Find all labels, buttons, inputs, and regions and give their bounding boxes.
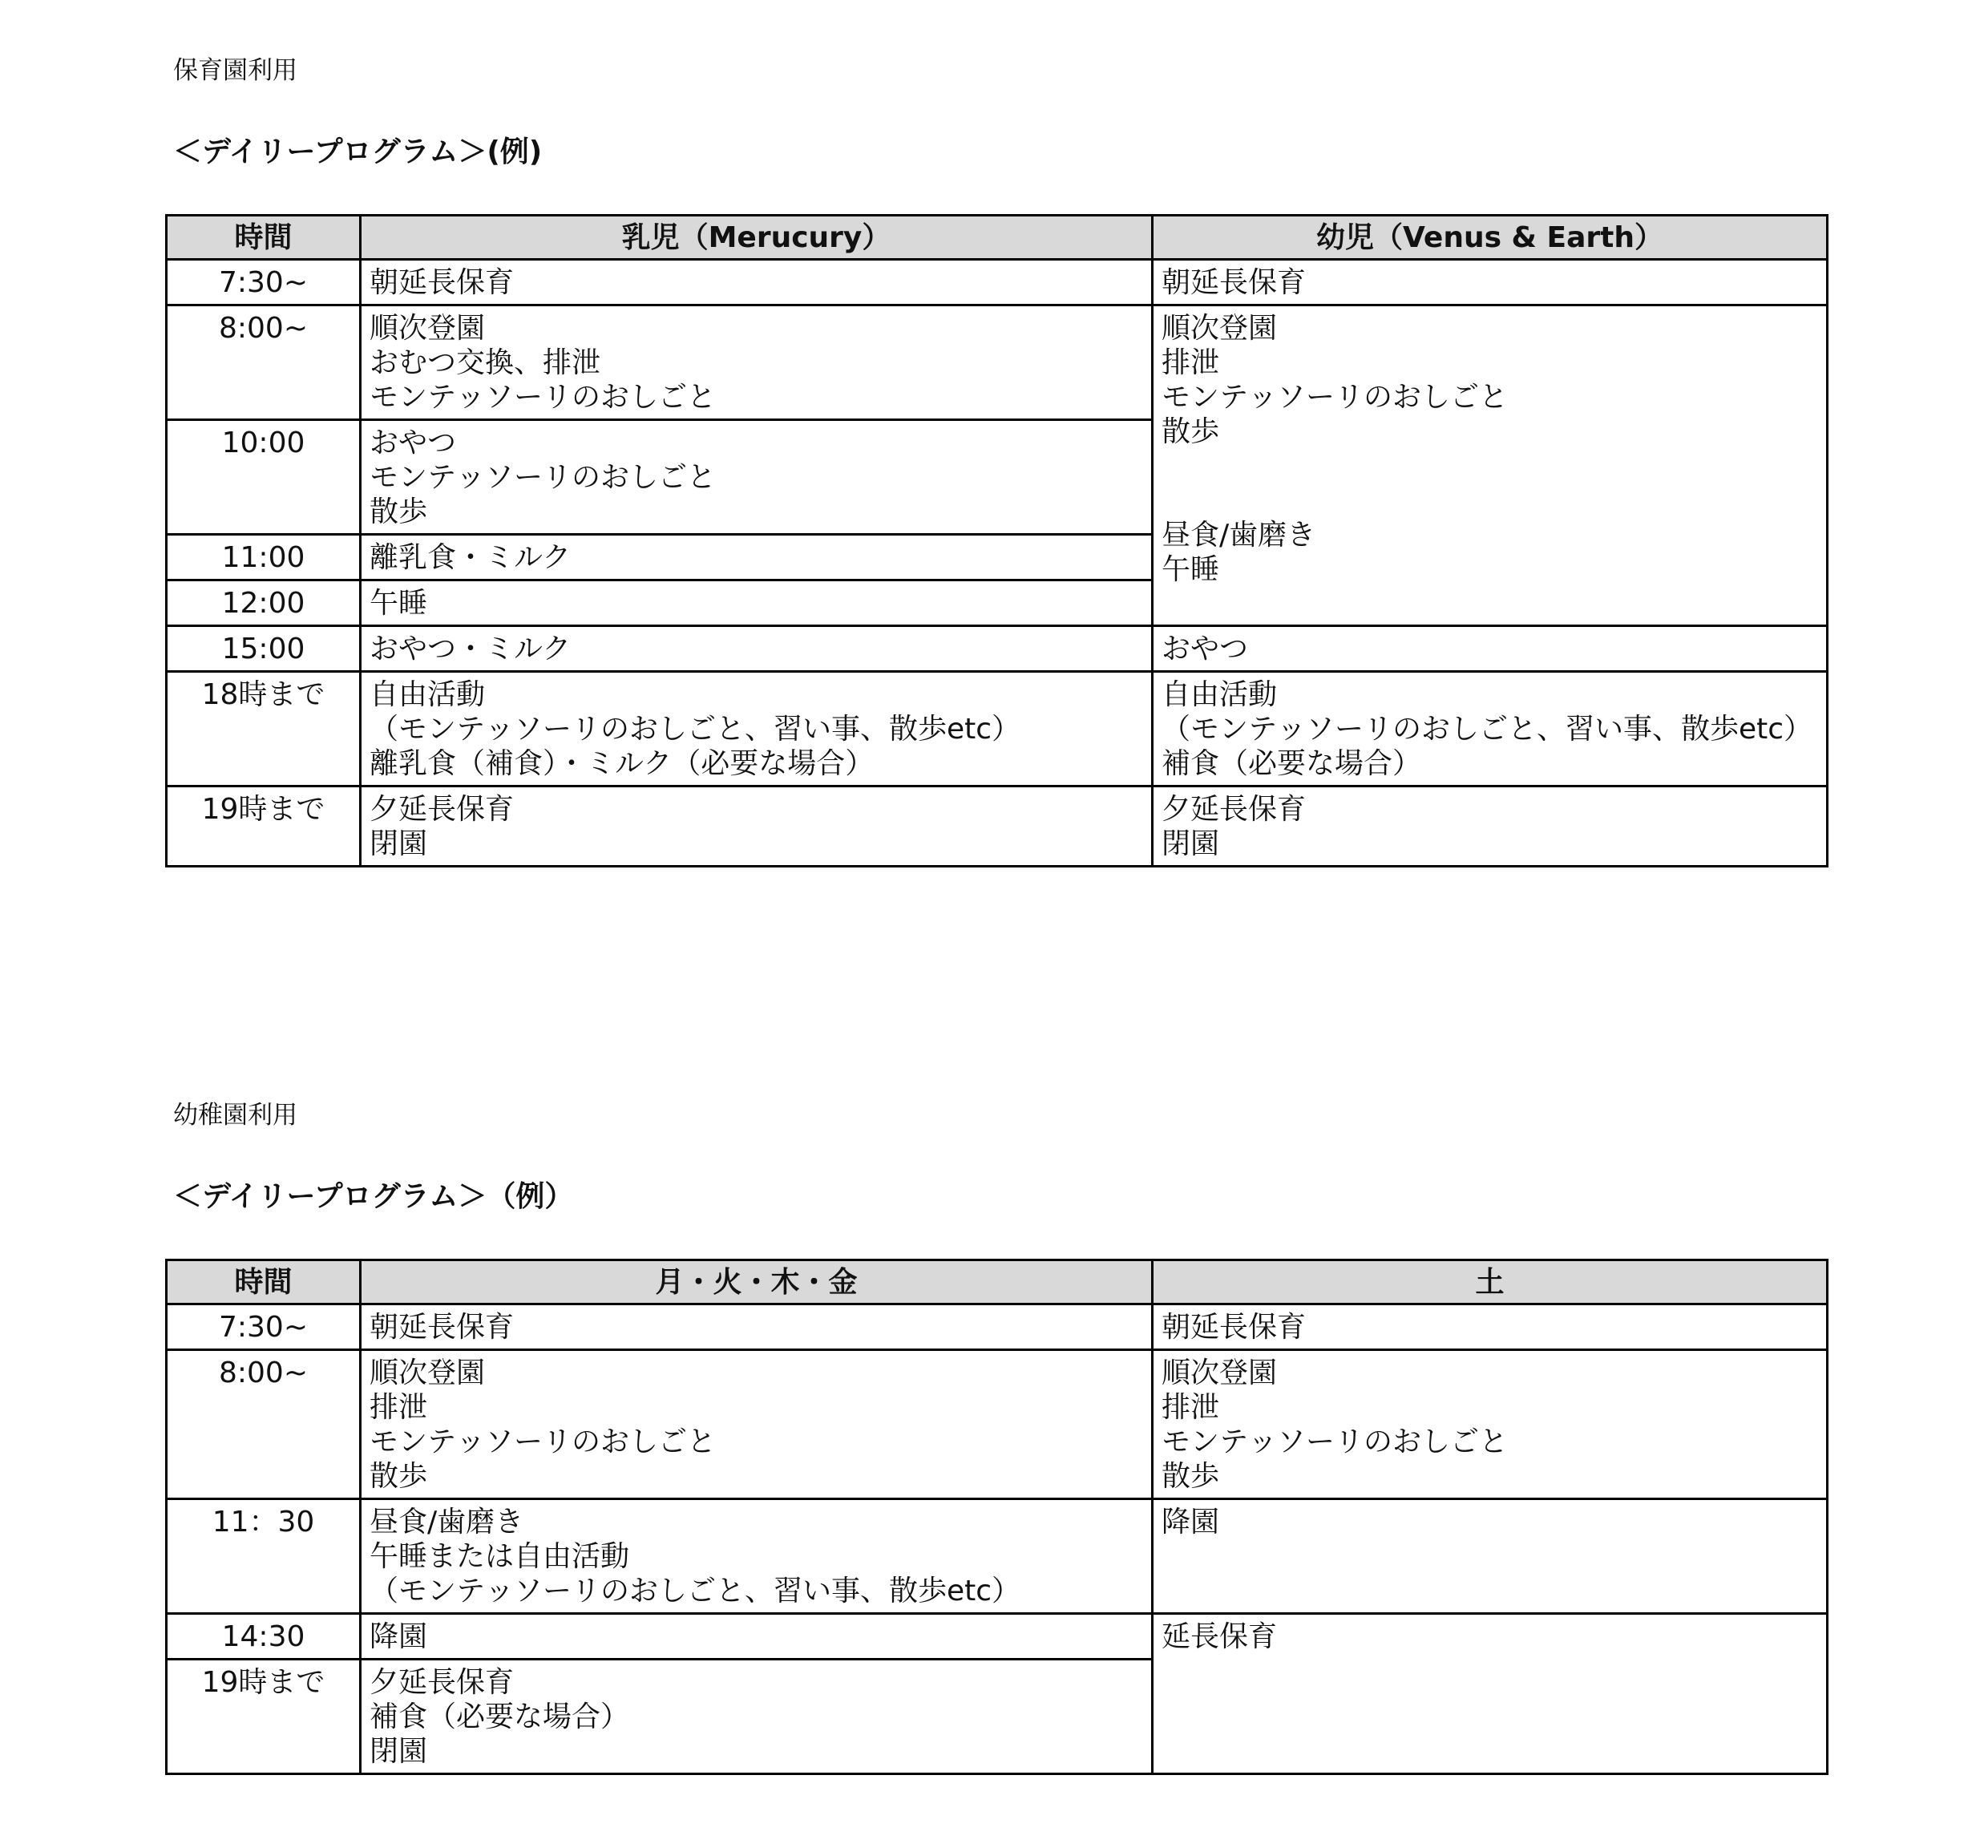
table-row [167,1350,1828,1499]
time-cell: 14:30 [167,1614,361,1660]
activity-line: 閉園 [370,827,428,860]
activity-line: 自由活動 [1162,678,1278,711]
toddler-cell [1153,305,1828,626]
activity-line: 自由活動 [370,678,486,711]
activity-line: 午睡 [1162,553,1220,586]
infant-cell [361,787,1153,867]
activity-line: 閉園 [370,1735,428,1768]
time-cell: 12:00 [167,580,361,626]
toddler-cell [1153,672,1828,787]
toddler-cell [1153,626,1828,672]
activity-line: 降園 [370,1620,428,1653]
activity-line: モンテッソーリのおしごと [370,1425,717,1458]
activity-line: 散歩 [370,1460,428,1493]
activity-line: 補食（必要な場合） [370,1700,630,1733]
activity-line: 朝延長保育 [1162,1311,1307,1344]
activity-line: 補食（必要な場合） [1162,747,1422,780]
kindergarten-section-label: 幼稚園利用 [173,1101,297,1130]
saturday-cell [1153,1614,1828,1774]
toddler-column-header: 幼児（Venus & Earth） [1153,216,1828,260]
activity-line: 順次登園 [1162,312,1278,345]
activity-line: 朝延長保育 [370,1311,515,1344]
activity-line: 昼食/歯磨き [370,1506,524,1539]
weekday-cell [361,1660,1153,1774]
activity-line: 朝延長保育 [1162,266,1307,299]
activity-line: おやつ [370,427,457,459]
activity-line: 順次登園 [1162,1357,1278,1389]
activity-line: 離乳食（補食）・ミルク（必要な場合） [370,747,875,780]
time-cell: 10:00 [167,420,361,535]
weekday-cell [361,1304,1153,1350]
infant-cell [361,305,1153,420]
weekday-column-header: 月・火・木・金 [361,1260,1153,1304]
time-cell: 18時まで [167,672,361,787]
toddler-cell [1153,787,1828,867]
activity-line: 順次登園 [370,1357,486,1389]
infant-cell [361,535,1153,580]
weekday-cell [361,1499,1153,1614]
infant-cell [361,626,1153,672]
weekday-cell [361,1350,1153,1499]
activity-line: 排泄 [370,1391,428,1424]
time-cell: 8:00~ [167,1350,361,1499]
activity-line: 閉園 [1162,827,1220,860]
activity-line: おむつ交換、排泄 [370,346,601,379]
saturday-cell [1153,1350,1828,1499]
table-header-row [167,216,1828,260]
activity-line: 排泄 [1162,346,1220,379]
time-column-header: 時間 [167,1260,361,1304]
activity-line: モンテッソーリのおしごと [370,381,717,414]
activity-line: 夕延長保育 [1162,793,1307,826]
kindergarten-schedule-table [165,1259,1828,1775]
table-header-row [167,1260,1828,1304]
infant-cell [361,580,1153,626]
activity-line: 排泄 [1162,1391,1220,1424]
activity-line: （モンテッソーリのおしごと、習い事、散歩etc） [370,1575,1021,1607]
activity-line: 散歩 [1162,1460,1220,1493]
time-cell: 11:00 [167,535,361,580]
time-cell: 7:30~ [167,260,361,305]
activity-line: 夕延長保育 [370,793,515,826]
table-row [167,626,1828,672]
activity-line: 降園 [1162,1506,1220,1539]
time-cell: 19時まで [167,787,361,867]
nursery-schedule-table [165,214,1828,867]
saturday-cell [1153,1499,1828,1614]
infant-cell [361,260,1153,305]
toddler-cell [1153,260,1828,305]
activity-line: 離乳食・ミルク [370,541,572,574]
time-cell: 15:00 [167,626,361,672]
activity-line: 朝延長保育 [370,266,515,299]
activity-line: 散歩 [370,495,428,528]
activity-line: モンテッソーリのおしごと [370,461,717,494]
time-cell: 7:30~ [167,1304,361,1350]
nursery-section-label: 保育園利用 [173,56,297,85]
activity-line: （モンテッソーリのおしごと、習い事、散歩etc） [370,713,1021,746]
table-row [167,1499,1828,1614]
table-row [167,1614,1828,1660]
activity-line: モンテッソーリのおしごと [1162,1425,1509,1458]
table-row [167,787,1828,867]
table-row [167,672,1828,787]
nursery-section-title: ＜デイリープログラム＞(例) [173,135,543,168]
weekday-cell [361,1614,1153,1660]
infant-cell [361,672,1153,787]
time-cell: 19時まで [167,1660,361,1774]
time-column-header: 時間 [167,216,361,260]
table-row [167,1304,1828,1350]
time-cell: 11：30 [167,1499,361,1614]
kindergarten-section-title: ＜デイリープログラム＞（例） [173,1180,574,1213]
activity-line: 順次登園 [370,312,486,345]
activity-line: おやつ・ミルク [370,633,572,665]
activity-line: 午睡 [370,587,428,620]
table-row [167,305,1828,420]
activity-line: （モンテッソーリのおしごと、習い事、散歩etc） [1162,713,1813,746]
table-row [167,260,1828,305]
activity-line: 昼食/歯磨き [1162,519,1316,552]
activity-line: 夕延長保育 [370,1666,515,1699]
saturday-cell [1153,1304,1828,1350]
activity-line: 午睡または自由活動 [370,1540,630,1573]
saturday-column-header: 土 [1153,1260,1828,1304]
infant-cell [361,420,1153,535]
activity-line: 延長保育 [1162,1620,1278,1653]
time-cell: 8:00~ [167,305,361,420]
cell-spacer [1162,449,1818,518]
activity-line: モンテッソーリのおしごと [1162,381,1509,414]
activity-line: 散歩 [1162,415,1220,448]
infant-column-header: 乳児（Merucury） [361,216,1153,260]
activity-line: おやつ [1162,633,1249,665]
